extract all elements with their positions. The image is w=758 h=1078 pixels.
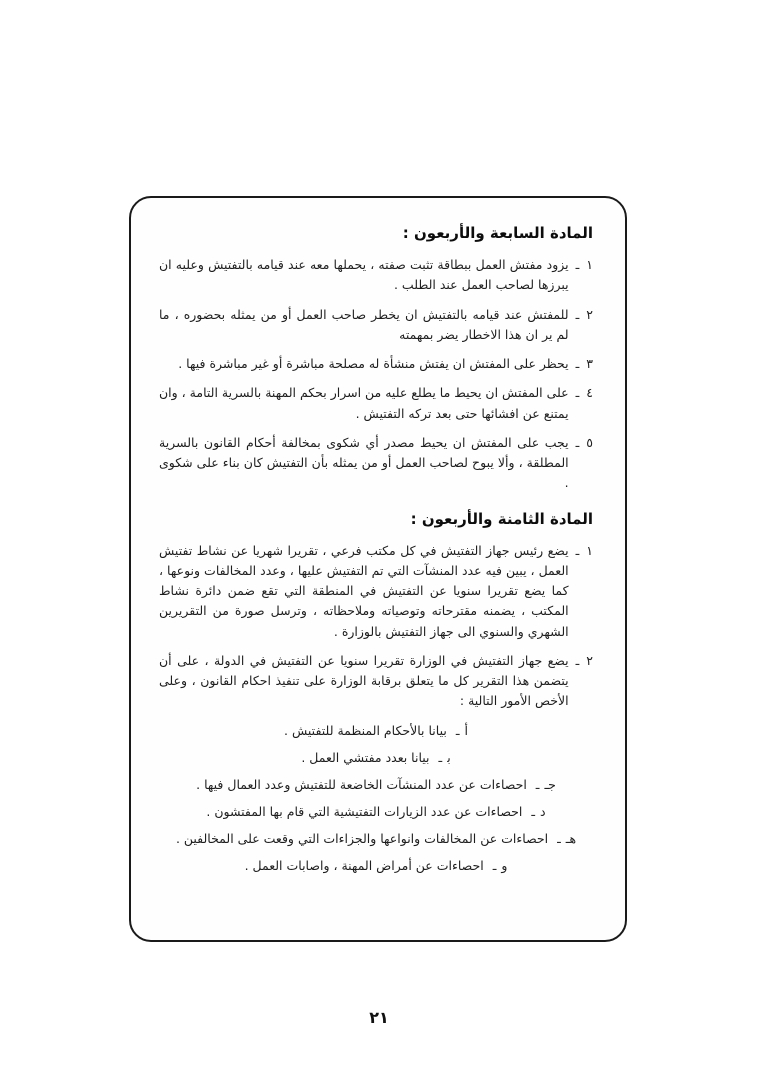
item-text: يضع رئيس جهاز التفتيش في كل مكتب فرعي ، تقريرا شهريا عن نشاط تفتيش العمل ، يبين فيه عدد المنشآت التي تم التفتيش عليها ، وعدد المخالفات ونوعها ، كما يضع تقريرا سنويا عن التفتيش في المنطقة التي تقع ضمن دائرة نشاط المكتب ، يضمنه مقترحاته وتوصياته وملاحظاته ، وترسل صورة من التقريرين الشهري والسنوي الى جهاز التفتيش بالوزارة .	[159, 542, 569, 639]
list-item	[159, 651, 593, 712]
item-number: ٣	[586, 356, 593, 371]
sub-item-text: احصاءات عن عدد المنشآت الخاضعة للتفتيش وعدد العمال فيها .	[196, 776, 527, 792]
dash-separator: ـ	[575, 542, 580, 558]
sub-list-item	[159, 829, 593, 849]
sub-item-letter: أ	[464, 722, 468, 738]
list-item	[159, 433, 593, 494]
list-item	[159, 255, 593, 296]
sub-list-item	[159, 748, 593, 768]
dash-separator: ـ	[492, 857, 497, 873]
list-item	[159, 541, 593, 642]
sub-list-item	[159, 856, 593, 876]
page-number: ٢١	[369, 1008, 389, 1027]
item-number: ٢	[586, 306, 593, 322]
item-number: ١	[586, 542, 593, 558]
sub-item-text: بيانا بالأحكام المنظمة للتفتيش .	[284, 722, 447, 738]
list-item	[159, 354, 593, 374]
page-border-frame	[129, 196, 627, 942]
item-text: يضع جهاز التفتيش في الوزارة تقريرا سنويا عن التفتيش في الدولة ، على أن يتضمن هذا التقرير كل ما يتعلق برقابة الوزارة على تنفيذ احكام القانون ، وعلى الأخص الأمور التالية :	[159, 652, 569, 709]
article-47-title: المادة السابعة والأربعون :	[402, 224, 593, 242]
sub-item-text: احصاءات عن عدد الزيارات التفتيشية التي قام بها المفتشون .	[206, 803, 523, 819]
item-text: يحظر على المفتش ان يفتش منشأة له مصلحة مباشرة أو غير مباشرة فيها .	[178, 356, 569, 371]
item-text: على المفتش ان يحيط ما يطلع عليه من اسرار بحكم المهنة بالسرية التامة ، وان يمتنع عن افشائها حتى بعد تركه التفتيش .	[159, 385, 569, 421]
item-number: ٤	[586, 385, 593, 401]
item-text: يجب على المفتش ان يحيط مصدر أي شكوى بمخالفة أحكام القانون بالسرية المطلقة ، وألا يبوح لصاحب العمل أو من يمثله بأن التفتيش كان بناء على شكوى .	[159, 434, 569, 491]
sub-item-letter: و	[501, 857, 508, 873]
item-number: ١	[586, 257, 593, 272]
dash-separator: ـ	[438, 749, 443, 765]
sub-list-item	[159, 775, 593, 795]
sub-item-letter: هـ	[565, 830, 577, 846]
dash-separator: ـ	[575, 652, 580, 668]
sub-item-text: بيانا بعدد مفتشي العمل .	[301, 749, 430, 765]
dash-separator: ـ	[575, 356, 580, 371]
dash-separator: ـ	[575, 257, 580, 272]
sub-list-item	[159, 802, 593, 822]
list-item	[159, 305, 593, 346]
dash-separator: ـ	[455, 722, 460, 738]
dash-separator: ـ	[575, 306, 580, 322]
item-number: ٥	[586, 434, 593, 450]
sub-item-text: احصاءات عن أمراض المهنة ، واصابات العمل .	[244, 857, 484, 873]
dash-separator: ـ	[531, 803, 536, 819]
dash-separator: ـ	[575, 385, 580, 401]
item-text: للمفتش عند قيامه بالتفتيش ان يخطر صاحب العمل أو من يمثله بحضوره ، ما لم ير ان هذا الاخطار يضر بمهمته	[159, 306, 569, 342]
dash-separator: ـ	[535, 776, 540, 792]
article-48	[159, 510, 593, 876]
sub-item-letter: جـ	[544, 776, 556, 792]
item-number: ٢	[586, 652, 593, 668]
sub-list-item	[159, 721, 593, 741]
item-text: يزود مفتش العمل ببطاقة تثبت صفته ، يحملها معه عند قيامه بالتفتيش وعليه ان يبرزها لصاحب العمل عند الطلب .	[159, 257, 569, 293]
sub-item-letter: ب	[447, 749, 451, 765]
sub-item-text: احصاءات عن المخالفات وانواعها والجزاءات التي وقعت على المخالفين .	[175, 830, 549, 846]
article-48-title: المادة الثامنة والأربعون :	[410, 509, 593, 528]
dash-separator: ـ	[575, 434, 580, 450]
dash-separator: ـ	[557, 830, 561, 846]
sub-item-letter: د	[540, 803, 546, 819]
article-47	[159, 224, 593, 494]
list-item	[159, 383, 593, 424]
